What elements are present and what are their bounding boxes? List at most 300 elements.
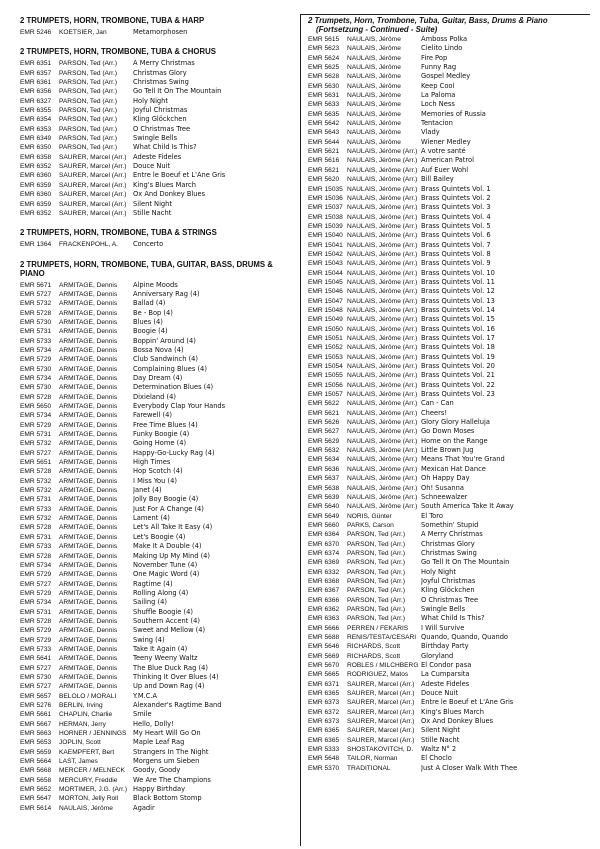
catalog-row <box>308 549 588 558</box>
composer-name: ARMITAGE, Dennis <box>59 440 118 448</box>
composer-name: PARSON, Ted (Arr.) <box>347 596 406 604</box>
work-title: Just A Closer Walk With Thee <box>421 763 518 772</box>
catalog-row <box>308 465 588 474</box>
catalog-row <box>308 297 588 306</box>
composer-name: SAURER, Marcel (Arr.) <box>347 699 415 707</box>
composer-name: NAULAIS, Jérôme <box>347 129 401 137</box>
composer-name: NAULAIS, Jérôme (Arr.) <box>347 204 418 212</box>
catalog-row <box>20 153 295 162</box>
catalog-row <box>308 306 588 315</box>
catalog-row <box>20 87 295 96</box>
composer-name: ARMITAGE, Dennis <box>59 337 118 345</box>
work-title: O Christmas Tree <box>133 124 191 133</box>
work-title: Keep Cool <box>421 81 455 90</box>
composer-name: ARMITAGE, Dennis <box>59 561 118 569</box>
catalog-number: EMR 15041 <box>308 241 343 249</box>
composer-name: NAULAIS, Jérôme (Arr.) <box>347 372 418 380</box>
work-title: Goody, Goody <box>133 766 181 775</box>
work-title: La Cumparsita <box>421 670 470 679</box>
catalog-number: EMR 15042 <box>308 250 343 258</box>
work-title: Kling Glöckchen <box>133 115 187 124</box>
catalog-row <box>308 325 588 334</box>
catalog-number: EMR 6374 <box>308 549 340 557</box>
catalog-row <box>20 240 295 249</box>
catalog-row <box>20 374 295 383</box>
work-title: Means That You're Grand <box>421 455 505 464</box>
catalog-row <box>308 736 588 745</box>
catalog-row <box>308 269 588 278</box>
catalog-number: EMR 5728 <box>20 393 52 401</box>
composer-name: NAULAIS, Jérôme <box>347 110 401 118</box>
catalog-row <box>308 427 588 436</box>
catalog-row <box>20 804 295 813</box>
catalog-number: EMR 5728 <box>20 617 52 625</box>
composer-name: FRACKENPOHL, A. <box>59 241 118 249</box>
catalog-number: EMR 5636 <box>308 465 340 473</box>
composer-name: ARMITAGE, Dennis <box>59 655 118 663</box>
catalog-row <box>20 785 295 794</box>
catalog-row <box>20 486 295 495</box>
catalog-number: EMR 5623 <box>308 45 340 53</box>
composer-name: NAULAIS, Jérôme (Arr.) <box>347 176 418 184</box>
catalog-row <box>308 185 588 194</box>
work-title: Entre le Boeuf et L'Âne Gris <box>133 171 226 180</box>
catalog-number: EMR 5660 <box>308 521 340 529</box>
composer-name: MERCER / MELNECK <box>59 767 125 775</box>
work-title: Thinking It Over Blues (4) <box>133 672 219 681</box>
composer-name: ARMITAGE, Dennis <box>59 309 118 317</box>
catalog-number: EMR 5733 <box>20 337 52 345</box>
catalog-number: EMR 5727 <box>20 683 52 691</box>
work-title: A Merry Christmas <box>133 59 195 68</box>
catalog-row <box>308 128 588 137</box>
catalog-row <box>20 421 295 430</box>
catalog-row <box>308 147 588 156</box>
work-title: King's Blues March <box>421 707 484 716</box>
catalog-number: EMR 5626 <box>308 419 340 427</box>
composer-name: NAULAIS, Jérôme (Arr.) <box>347 325 418 333</box>
composer-name: NAULAIS, Jérôme (Arr.) <box>347 297 418 305</box>
catalog-number: EMR 5733 <box>20 645 52 653</box>
catalog-number: EMR 5730 <box>20 318 52 326</box>
work-title: Brass Quintets Vol. 19 <box>421 352 495 361</box>
composer-name: ARMITAGE, Dennis <box>59 580 118 588</box>
work-title: Metamorphosen <box>133 28 188 36</box>
composer-name: NAULAIS, Jérôme (Arr.) <box>347 503 418 511</box>
work-title: Rolling Along (4) <box>133 588 189 597</box>
catalog-row <box>308 633 588 642</box>
catalog-row <box>308 138 588 147</box>
composer-name: NAULAIS, Jérôme (Arr.) <box>347 484 418 492</box>
work-title: Brass Quintets Vol. 14 <box>421 305 495 314</box>
catalog-number: EMR 5624 <box>308 54 340 62</box>
composer-name: ARMITAGE, Dennis <box>59 459 118 467</box>
work-title: Joyful Christmas <box>421 576 476 585</box>
catalog-row <box>308 231 588 240</box>
composer-name: NAULAIS, Jérôme <box>347 138 401 146</box>
work-title: Vlady <box>421 128 440 137</box>
catalog-number: EMR 5731 <box>20 608 52 616</box>
catalog-row <box>20 682 295 691</box>
top-rule <box>300 14 590 15</box>
work-title: Can - Can <box>421 399 454 408</box>
composer-name: ARMITAGE, Dennis <box>59 505 118 513</box>
catalog-number: EMR 5621 <box>308 409 340 417</box>
work-title: One Magic Word (4) <box>133 570 200 579</box>
catalog-number: EMR 5651 <box>20 459 52 467</box>
composer-name: TAILOR, Norman <box>347 755 398 763</box>
catalog-row <box>308 614 588 623</box>
catalog-row <box>308 698 588 707</box>
work-title: El Choclo <box>421 754 452 763</box>
catalog-number: EMR 5728 <box>20 468 52 476</box>
catalog-number: EMR 5668 <box>20 767 52 775</box>
composer-name: PERREN / FEKARIS <box>347 624 409 632</box>
work-title: South America Take It Away <box>421 502 514 511</box>
composer-name: RICHARDS, Scott <box>347 652 401 660</box>
catalog-number: EMR 6363 <box>308 615 340 623</box>
work-title: Making Up My Mind (4) <box>133 551 211 560</box>
catalog-number: EMR 15054 <box>308 363 343 371</box>
work-title: Hello, Dolly! <box>133 719 174 728</box>
catalog-number: EMR 5730 <box>20 365 52 373</box>
composer-name: KAEMPFERT, Bert <box>59 748 115 756</box>
continued-section-title: 2 Trumpets, Horn, Trombone, Tuba, Guitar, Bass, Drums & Piano <box>308 16 548 25</box>
catalog-number: EMR 5628 <box>308 73 340 81</box>
work-title: Brass Quintets Vol. 6 <box>421 231 491 240</box>
composer-name: NAULAIS, Jérôme (Arr.) <box>347 391 418 399</box>
catalog-number: EMR 5734 <box>20 599 52 607</box>
catalog-number: EMR 5637 <box>308 475 340 483</box>
work-title: Dixieland (4) <box>133 392 176 401</box>
catalog-row <box>20 794 295 803</box>
work-title: Auf Euer Wohl <box>421 165 469 174</box>
catalog-number: EMR 5728 <box>20 309 52 317</box>
composer-name: NAULAIS, Jérôme (Arr.) <box>347 428 418 436</box>
catalog-row <box>20 439 295 448</box>
catalog-number: EMR 6371 <box>308 680 340 688</box>
work-title: Little Brown Jug <box>421 446 474 455</box>
catalog-row <box>308 493 588 502</box>
catalog-row <box>20 171 295 180</box>
catalog-row <box>308 437 588 446</box>
composer-name: NAULAIS, Jérôme <box>347 82 401 90</box>
work-title: Brass Quintets Vol. 22 <box>421 380 495 389</box>
composer-name: ARMITAGE, Dennis <box>59 645 118 653</box>
composer-name: SAURER, Marcel (Arr.) <box>347 680 415 688</box>
work-title: Anniversary Rag (4) <box>133 289 200 298</box>
catalog-row <box>308 44 588 53</box>
work-title: Alpine Moods <box>133 280 178 289</box>
work-title: Ragtime (4) <box>133 579 173 588</box>
catalog-number: EMR 15043 <box>308 260 343 268</box>
composer-name: NAULAIS, Jérôme (Arr.) <box>347 475 418 483</box>
catalog-number: EMR 5625 <box>308 64 340 72</box>
composer-name: PARSON, Ted (Arr.) <box>59 125 118 133</box>
work-title: Happy-Go-Lucky Rag (4) <box>133 448 215 457</box>
catalog-row <box>308 455 588 464</box>
catalog-number: EMR 15038 <box>308 213 343 221</box>
catalog-number: EMR 5727 <box>20 290 52 298</box>
work-title: Brass Quintets Vol. 8 <box>421 249 491 258</box>
catalog-number: EMR 5614 <box>20 804 52 812</box>
composer-name: ARMITAGE, Dennis <box>59 608 118 616</box>
work-title: Go Tell It On The Mountain <box>421 558 510 567</box>
work-title: Brass Quintets Vol. 7 <box>421 240 491 249</box>
work-title: Brass Quintets Vol. 20 <box>421 362 495 371</box>
composer-name: SAURER, Marcel (Arr.) <box>59 209 127 217</box>
work-title: Go Tell It On The Mountain <box>133 87 222 96</box>
catalog-row <box>20 561 295 570</box>
work-title: Going Home (4) <box>133 439 187 448</box>
work-title: Birthday Party <box>421 642 469 651</box>
work-title: Bossa Nova (4) <box>133 345 184 354</box>
work-title: Mexican Hat Dance <box>421 464 486 473</box>
composer-name: NAULAIS, Jérôme (Arr.) <box>347 419 418 427</box>
catalog-number: EMR 6359 <box>20 181 52 189</box>
work-title: Blues (4) <box>133 317 163 326</box>
catalog-row <box>20 701 295 710</box>
catalog-row <box>20 327 295 336</box>
composer-name: ARMITAGE, Dennis <box>59 403 118 410</box>
catalog-number: EMR 5669 <box>308 652 340 660</box>
composer-name: NAULAIS, Jérôme <box>347 64 401 72</box>
work-title: Hop Scotch (4) <box>133 467 183 476</box>
catalog-number: EMR 5729 <box>20 636 52 644</box>
section-title: 2 TRUMPETS, HORN, TROMBONE, TUBA, GUITAR, BASS, DRUMS & PIANO <box>20 259 273 278</box>
composer-name: PARSON, Ted (Arr.) <box>59 79 118 87</box>
composer-name: PARSON, Ted (Arr.) <box>59 135 118 143</box>
composer-name: PARKS, Carson <box>347 521 394 529</box>
catalog-number: EMR 5653 <box>20 739 52 747</box>
composer-name: RENIS/TESTA/CESARI <box>347 634 417 641</box>
composer-name: HERMAN, Jerry <box>59 720 106 728</box>
catalog-row <box>20 710 295 719</box>
catalog-row <box>20 766 295 775</box>
catalog-row <box>20 673 295 682</box>
catalog-row <box>20 209 295 218</box>
catalog-row <box>308 175 588 184</box>
catalog-row <box>20 477 295 486</box>
column-divider <box>300 14 301 846</box>
catalog-row <box>20 458 295 467</box>
catalog-row <box>308 661 588 670</box>
composer-name: SAURER, Marcel (Arr.) <box>59 163 127 171</box>
work-title: Agadir <box>133 803 155 812</box>
work-title: Brass Quintets Vol. 13 <box>421 296 495 305</box>
catalog-number: EMR 6365 <box>308 727 340 735</box>
work-title: Brass Quintets Vol. 1 <box>421 184 491 193</box>
catalog-number: EMR 5729 <box>20 356 52 364</box>
composer-name: SAURER, Marcel (Arr.) <box>347 708 415 716</box>
work-title: A votre santé <box>421 147 466 156</box>
composer-name: BERLIN, Irving <box>59 702 103 709</box>
work-title: Sailing (4) <box>133 598 167 607</box>
catalog-number: EMR 6370 <box>308 540 340 548</box>
work-title: November Tune (4) <box>133 560 198 569</box>
catalog-number: EMR 6352 <box>20 209 52 217</box>
composer-name: NAULAIS, Jérôme <box>347 45 401 53</box>
catalog-number: EMR 5730 <box>20 384 52 392</box>
catalog-number: EMR 6366 <box>308 596 340 604</box>
composer-name: NAULAIS, Jérôme (Arr.) <box>347 260 418 268</box>
work-title: Swingle Bells <box>421 604 466 613</box>
catalog-number: EMR 5638 <box>308 484 340 492</box>
catalog-number: EMR 15045 <box>308 278 343 286</box>
work-title: Home on the Range <box>421 436 488 445</box>
composer-name: ARMITAGE, Dennis <box>59 328 118 336</box>
catalog-row <box>308 484 588 493</box>
work-title: Holy Night <box>133 96 169 105</box>
catalog-row <box>20 383 295 392</box>
catalog-number: EMR 6351 <box>20 60 52 68</box>
catalog-number: EMR 5650 <box>20 403 52 410</box>
catalog-row <box>20 514 295 523</box>
composer-name: PARSON, Ted (Arr.) <box>59 88 118 96</box>
catalog-number: EMR 5658 <box>20 776 52 784</box>
work-title: Complaining Blues (4) <box>133 364 207 373</box>
work-title: Concerto <box>133 240 164 249</box>
catalog-number: EMR 5663 <box>20 730 52 738</box>
work-title: Adeste Fideles <box>421 679 470 688</box>
catalog-row <box>308 343 588 352</box>
catalog-number: EMR 5727 <box>20 449 52 457</box>
composer-name: PARSON, Ted (Arr.) <box>59 69 118 77</box>
catalog-row <box>308 540 588 549</box>
catalog-number: EMR 5729 <box>20 627 52 635</box>
work-title: I Miss You (4) <box>133 476 177 485</box>
catalog-number: EMR 5646 <box>308 643 340 651</box>
work-title: Silent Night <box>421 726 461 735</box>
composer-name: NAULAIS, Jérôme (Arr.) <box>347 381 418 389</box>
catalog-row <box>20 355 295 364</box>
composer-name: PARSON, Ted (Arr.) <box>347 531 406 539</box>
catalog-row <box>308 35 588 44</box>
catalog-row <box>308 213 588 222</box>
catalog-number: EMR 5633 <box>308 101 340 109</box>
composer-name: SAURER, Marcel (Arr.) <box>59 200 127 208</box>
catalog-row <box>308 764 588 773</box>
catalog-number: EMR 6357 <box>20 69 52 77</box>
section-title: 2 TRUMPETS, HORN, TROMBONE, TUBA & CHORUS <box>20 47 216 57</box>
composer-name: SAURER, Marcel (Arr.) <box>59 191 127 199</box>
work-title: Day Dream (4) <box>133 373 183 382</box>
catalog-row <box>308 512 588 521</box>
composer-name: ARMITAGE, Dennis <box>59 636 118 644</box>
catalog-row <box>308 362 588 371</box>
catalog-row <box>20 143 295 152</box>
work-title: Brass Quintets Vol. 2 <box>421 193 491 202</box>
work-title: Loch Ness <box>421 100 455 109</box>
composer-name: KOETSIER, Jan <box>59 29 107 36</box>
catalog-row <box>20 523 295 532</box>
catalog-row <box>308 194 588 203</box>
composer-name: MERCURY, Freddie <box>59 776 118 784</box>
composer-name: ARMITAGE, Dennis <box>59 346 118 354</box>
catalog-row <box>20 106 295 115</box>
catalog-number: EMR 5732 <box>20 515 52 523</box>
work-title: Brass Quintets Vol. 21 <box>421 371 495 380</box>
catalog-number: EMR 6327 <box>20 97 52 105</box>
composer-name: PARSON, Ted (Arr.) <box>347 549 406 557</box>
catalog-number: EMR 5333 <box>308 746 340 754</box>
catalog-row <box>308 390 588 399</box>
catalog-row <box>308 605 588 614</box>
composer-name: ARMITAGE, Dennis <box>59 300 118 308</box>
work-title: Schneewalzer <box>421 492 468 501</box>
composer-name: ARMITAGE, Dennis <box>59 393 118 401</box>
catalog-section <box>20 47 295 218</box>
catalog-number: EMR 6354 <box>20 116 52 124</box>
composer-name: SAURER, Marcel (Arr.) <box>59 153 127 161</box>
composer-name: NAULAIS, Jérôme (Arr.) <box>347 409 418 417</box>
catalog-number: EMR 6355 <box>20 107 52 115</box>
work-title: Be - Bop (4) <box>133 308 173 317</box>
work-title: Swing (4) <box>133 635 165 644</box>
work-title: Bill Bailey <box>421 175 454 184</box>
catalog-row <box>20 365 295 374</box>
catalog-number: EMR 5671 <box>20 281 52 289</box>
composer-name: NAULAIS, Jérôme <box>347 120 401 128</box>
work-title: King's Blues March <box>133 180 196 189</box>
catalog-number: EMR 5657 <box>20 692 52 700</box>
catalog-number: EMR 5688 <box>308 634 340 641</box>
catalog-number: EMR 5621 <box>308 166 340 174</box>
catalog-number: EMR 5665 <box>308 671 340 679</box>
catalog-number: EMR 6367 <box>308 587 340 595</box>
catalog-number: EMR 5276 <box>20 702 52 709</box>
catalog-row <box>308 110 588 119</box>
composer-name: ARMITAGE, Dennis <box>59 374 118 382</box>
catalog-row <box>20 495 295 504</box>
work-title: Brass Quintets Vol. 9 <box>421 259 491 268</box>
composer-name: SAURER, Marcel (Arr.) <box>347 718 415 726</box>
work-title: Stille Nacht <box>133 208 172 217</box>
composer-name: ARMITAGE, Dennis <box>59 599 118 607</box>
composer-name: RICHARDS, Scott <box>347 643 401 651</box>
catalog-number: EMR 5729 <box>20 589 52 597</box>
catalog-row <box>308 334 588 343</box>
catalog-number: EMR 5370 <box>308 764 340 772</box>
work-title: Farewell (4) <box>133 411 172 420</box>
composer-name: TRADITIONAL <box>347 764 391 772</box>
catalog-row <box>20 346 295 355</box>
composer-name: ARMITAGE, Dennis <box>59 515 118 523</box>
catalog-section <box>20 228 295 249</box>
work-title: Brass Quintets Vol. 18 <box>421 343 495 352</box>
catalog-row <box>308 399 588 408</box>
catalog-row <box>308 371 588 380</box>
composer-name: ARMITAGE, Dennis <box>59 571 118 579</box>
work-title: Tentacion <box>421 119 453 128</box>
catalog-number: EMR 5615 <box>308 36 340 43</box>
composer-name: ARMITAGE, Dennis <box>59 477 118 485</box>
catalog-number: EMR 5648 <box>308 755 340 763</box>
work-title: Glory Glory Halleluja <box>421 418 490 427</box>
work-title: Happy Birthday <box>133 785 186 794</box>
catalog-row <box>308 54 588 63</box>
catalog-row <box>20 636 295 645</box>
catalog-number: EMR 5661 <box>20 711 52 719</box>
composer-name: JOPLIN, Scott <box>59 739 101 747</box>
catalog-row <box>308 119 588 128</box>
catalog-number: EMR 6360 <box>20 191 52 199</box>
catalog-number: EMR 6349 <box>20 135 52 143</box>
catalog-row <box>308 474 588 483</box>
composer-name: PARSON, Ted (Arr.) <box>347 615 406 623</box>
composer-name: BELOLO / MORALI <box>59 692 117 700</box>
work-title: Oh! Susanna <box>421 483 464 492</box>
